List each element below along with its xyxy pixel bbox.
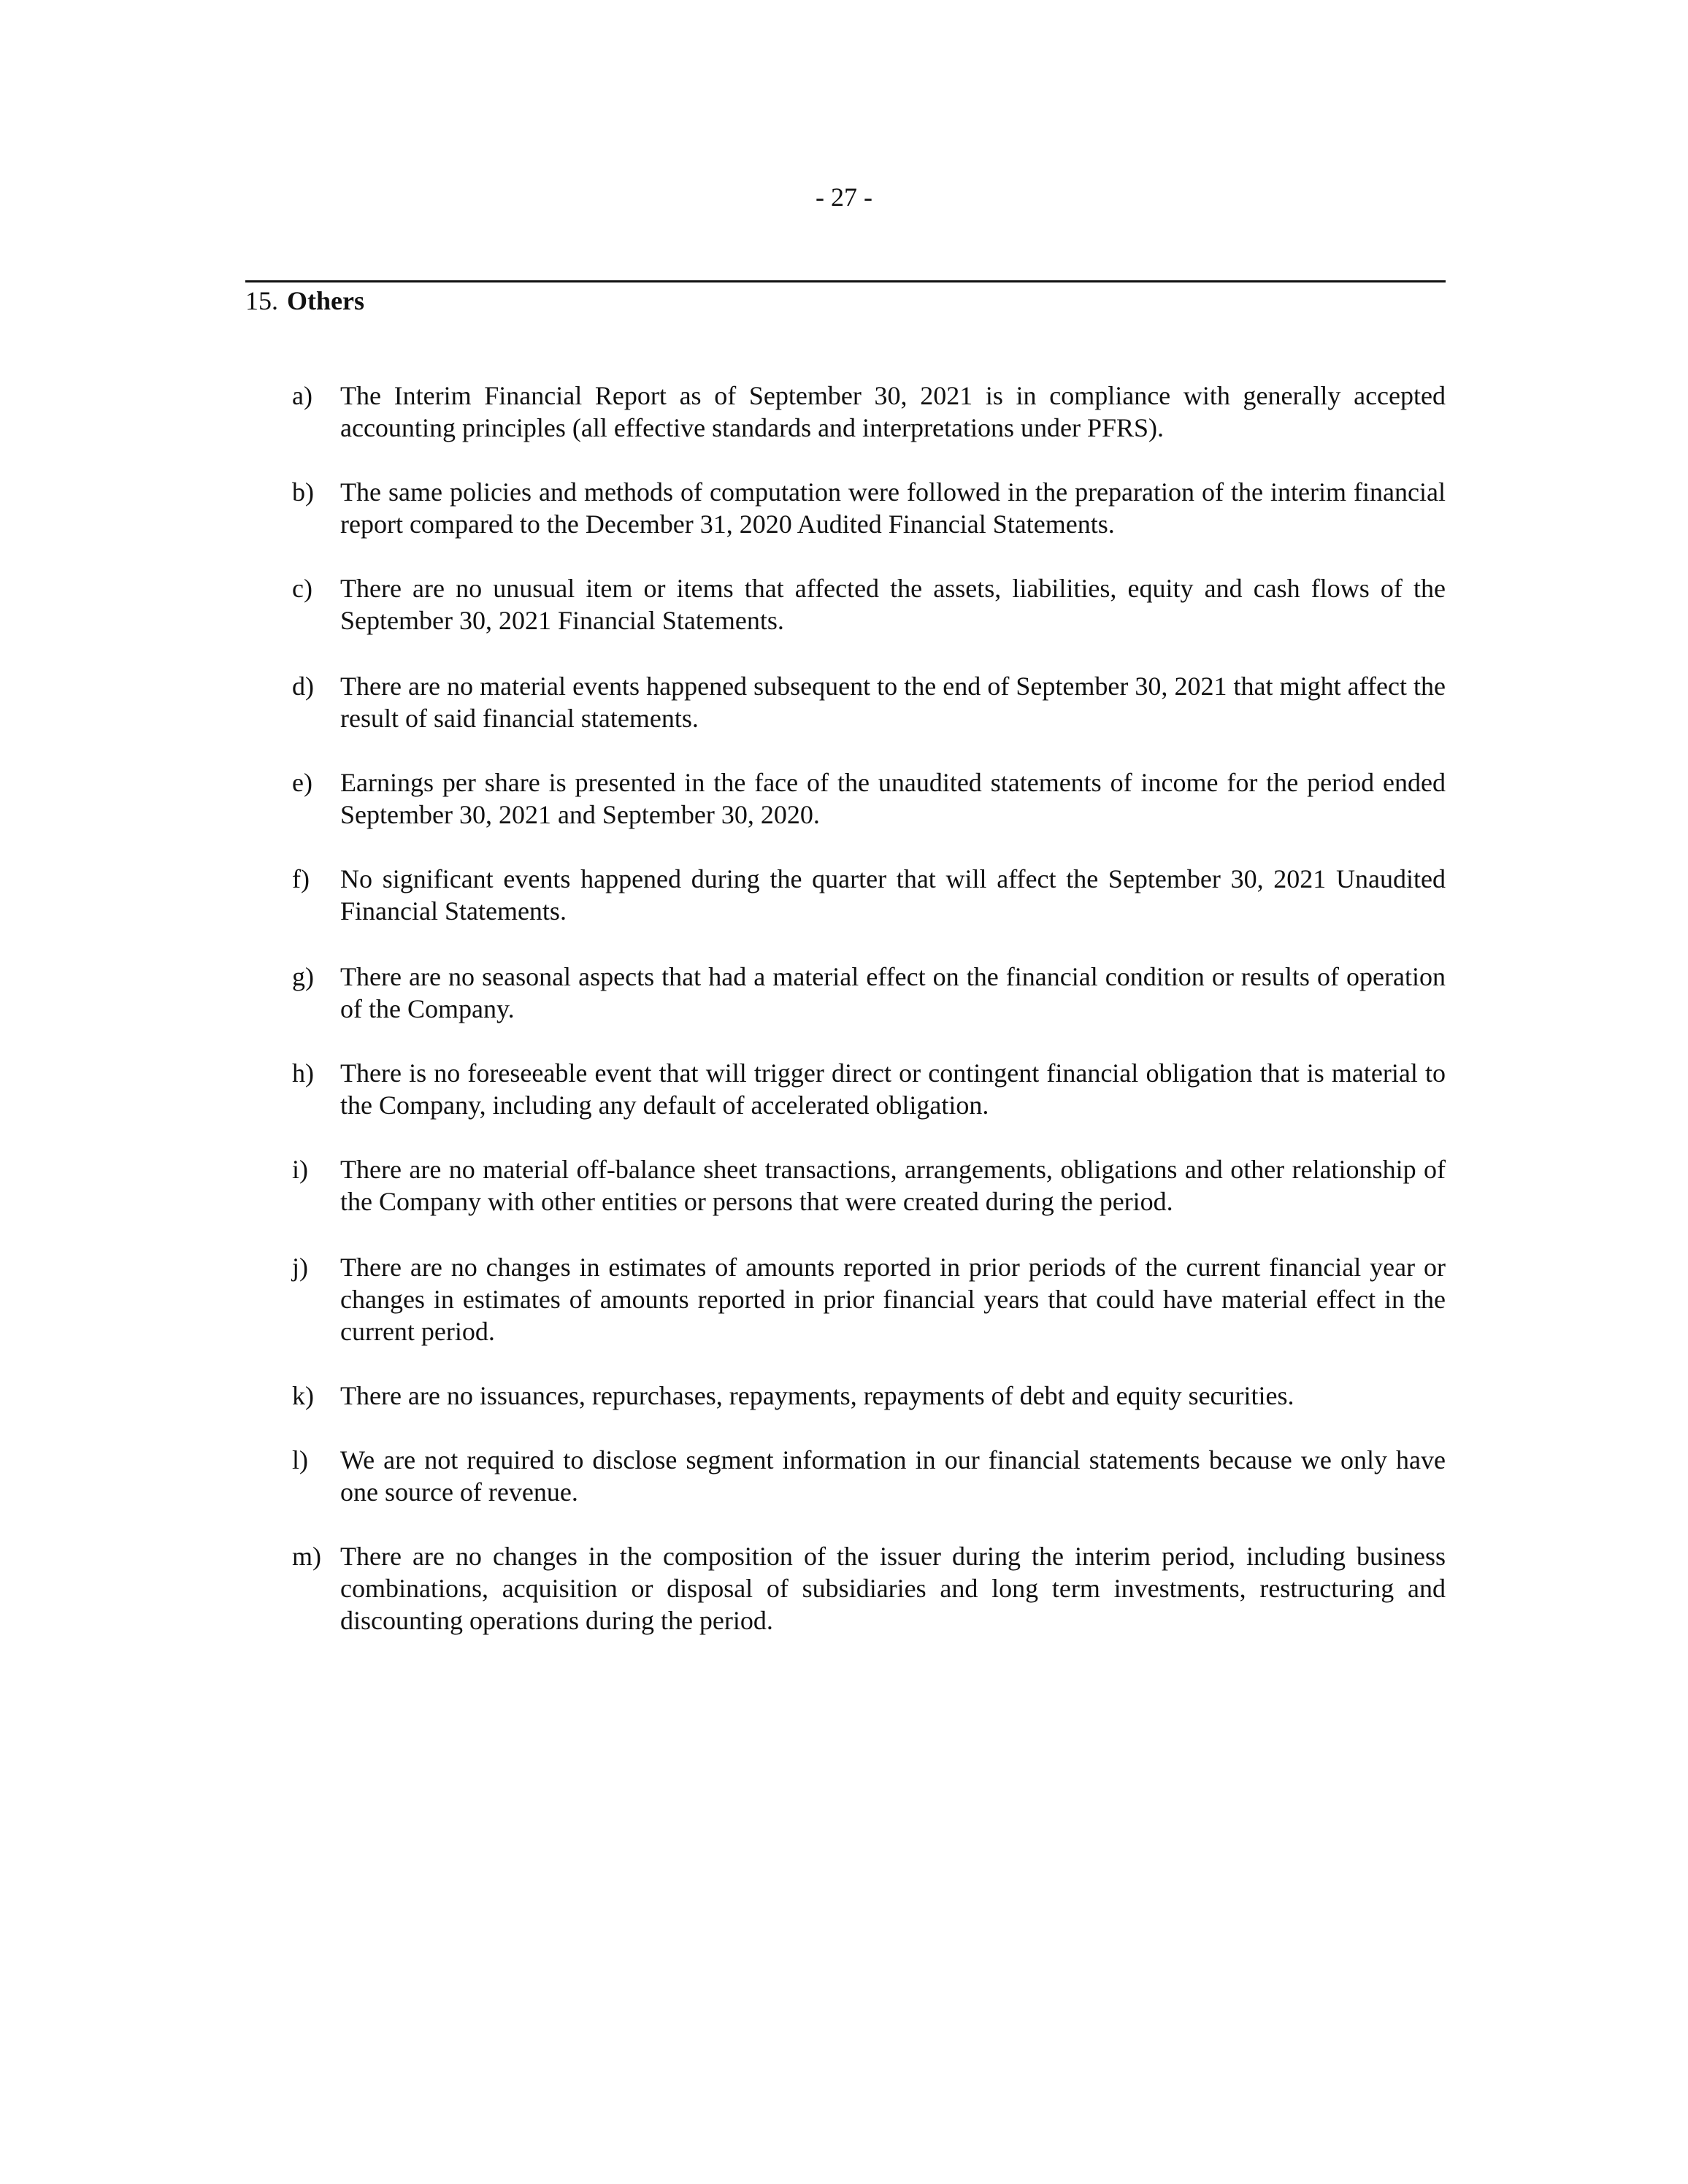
- section-number: 15.: [245, 286, 278, 315]
- item-text: There are no seasonal aspects that had a material effect on the financial condition or results of operation of the Company.: [340, 962, 1446, 1023]
- item-text: We are not required to disclose segment information in our financial statements because we only have one source of revenue.: [340, 1445, 1446, 1507]
- item-label: k): [292, 1381, 314, 1410]
- item-label: l): [292, 1445, 308, 1474]
- page-number: - 27 -: [816, 182, 872, 212]
- item-label: h): [292, 1058, 314, 1088]
- item-text: There are no changes in estimates of amounts reported in prior periods of the current financial year or changes in estimates of amounts reported in prior financial years that could have material effect in the current period.: [340, 1253, 1446, 1346]
- item-label: c): [292, 574, 312, 603]
- item-label: f): [292, 864, 310, 893]
- item-label: d): [292, 672, 314, 701]
- item-text: There are no issuances, repurchases, repayments, repayments of debt and equity securities.: [340, 1381, 1294, 1410]
- item-label: i): [292, 1155, 308, 1184]
- item-text: There is no foreseeable event that will trigger direct or contingent financial obligation that is material to the Company, including any default of accelerated obligation.: [340, 1058, 1446, 1120]
- item-label: b): [292, 477, 314, 507]
- item-label: j): [292, 1253, 308, 1282]
- item-text: There are no material off-balance sheet transactions, arrangements, obligations and other relationship of the Company with other entities or persons that were created during the period.: [340, 1155, 1446, 1216]
- item-label: e): [292, 768, 312, 797]
- item-text: There are no changes in the composition of the issuer during the interim period, including business combinations, acquisition or disposal of subsidiaries and long term investments, restructuring and discounting operations during the period.: [340, 1542, 1446, 1635]
- item-text: Earnings per share is presented in the face of the unaudited statements of income for the period ended September 30, 2021 and September 30, 2020.: [340, 768, 1446, 829]
- item-text: The Interim Financial Report as of September 30, 2021 is in compliance with generally accepted accounting principles (all effective standards and interpretations under PFRS).: [340, 381, 1446, 442]
- item-text: There are no unusual item or items that affected the assets, liabilities, equity and cash flows of the September 30, 2021 Financial Statements.: [340, 574, 1446, 635]
- item-label: g): [292, 962, 314, 991]
- item-text: No significant events happened during the quarter that will affect the September 30, 2021 Unaudited Financial Statements.: [340, 864, 1446, 926]
- item-label: a): [292, 381, 312, 410]
- item-label: m): [292, 1542, 321, 1571]
- item-text: The same policies and methods of computation were followed in the preparation of the interim financial report compared to the December 31, 2020 Audited Financial Statements.: [340, 477, 1446, 539]
- section-title: Others: [287, 286, 364, 315]
- item-text: There are no material events happened subsequent to the end of September 30, 2021 that might affect the result of said financial statements.: [340, 672, 1446, 733]
